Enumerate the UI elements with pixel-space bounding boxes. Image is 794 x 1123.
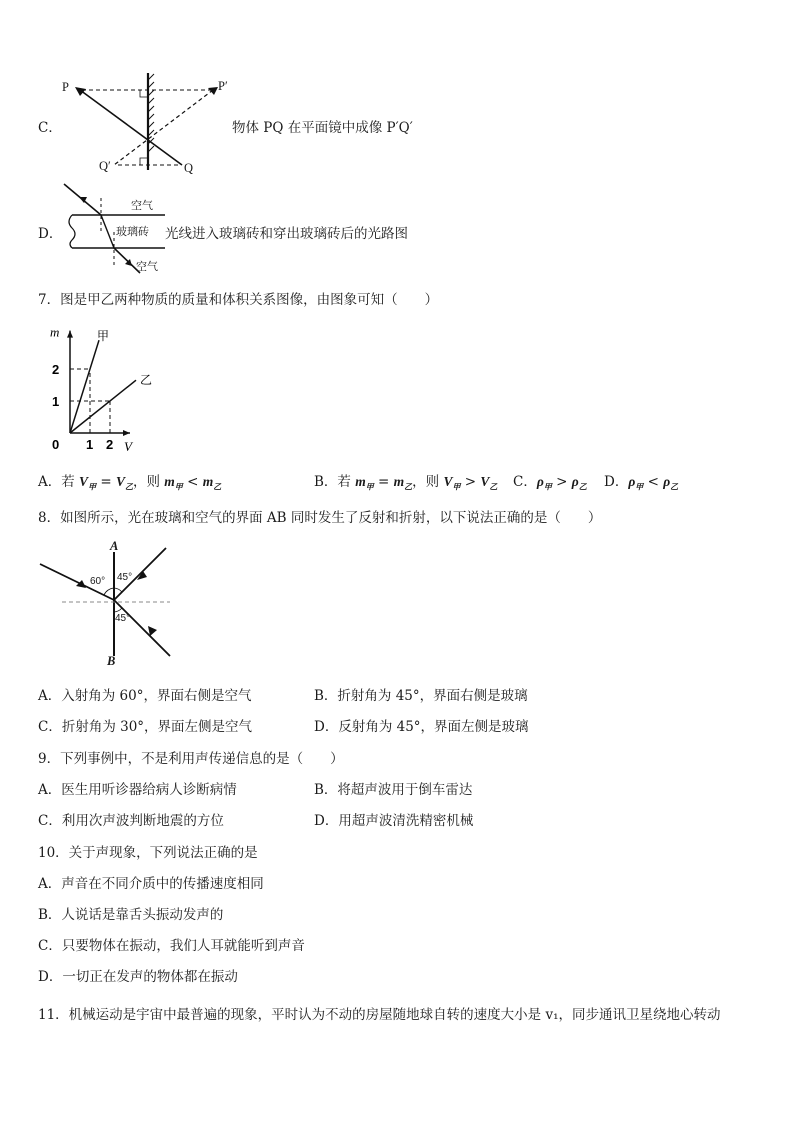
q9-stem: 9．下列事例中，不是利用声传递信息的是（ ） (38, 751, 344, 767)
q7-option-d: D．$\rho_甲 < \rho_乙$ (604, 474, 679, 492)
q10-option-a: A．声音在不同介质中的传播速度相同 (38, 876, 264, 892)
series-label-jia: 甲 (97, 329, 110, 344)
q10-option-c: C．只要物体在振动，我们人耳就能听到声音 (38, 938, 305, 954)
q7-option-c: C．$\rho_甲 > \rho_乙$ (513, 474, 587, 492)
label-angle-45-top: 45° (117, 572, 133, 583)
q6-option-d-letter: D． (38, 226, 63, 242)
q11-stem: 11．机械运动是宇宙中最普遍的现象，平时认为不动的房屋随地球自转的速度大小是 v₁，同步通讯卫星绕地心转动 (38, 1007, 721, 1023)
x-axis-label: V (124, 439, 132, 454)
q9-option-c: C．利用次声波判断地震的方位 (38, 813, 224, 829)
q7-option-a: A．若 $V_甲 = V_乙$，则 $m_甲 < m_乙$ (38, 474, 222, 492)
q8-option-d: D．反射角为 45°，界面左侧是玻璃 (314, 719, 529, 735)
x-tick-label: 1 (86, 437, 94, 452)
label-glass: 玻璃砖 (116, 226, 149, 238)
q9-option-d: D．用超声波清洗精密机械 (314, 813, 474, 829)
q8-option-c: C．折射角为 30°，界面左侧是空气 (38, 719, 253, 735)
label-b: B (107, 654, 116, 668)
label-air-top: 空气 (131, 200, 153, 212)
q9-option-b: B．将超声波用于倒车雷达 (314, 782, 473, 798)
series-label-yi: 乙 (140, 373, 153, 388)
q6-option-d-caption: 光线进入玻璃砖和穿出玻璃砖后的光路图 (165, 226, 408, 242)
q7-option-b: B．若 $m_甲 = m_乙$，则 $V_甲 > V_乙$ (314, 474, 498, 492)
y-tick-label: 2 (52, 362, 60, 377)
label-angle-45-bottom: 45° (115, 613, 131, 624)
y-axis-label: m (50, 324, 60, 340)
label-p-prime: P′ (218, 79, 228, 93)
q9-option-a: A．医生用听诊器给病人诊断病情 (38, 782, 237, 798)
q8-stem: 8．如图所示，光在玻璃和空气的界面 AB 同时发生了反射和折射，以下说法正确的是（ ） (38, 510, 602, 526)
label-p: P (62, 80, 69, 94)
x-tick-label: 2 (106, 437, 114, 452)
q6-option-c-letter: C． (38, 120, 62, 136)
label-angle-60: 60° (90, 576, 106, 587)
q7-stem: 7．图是甲乙两种物质的质量和体积关系图像，由图象可知（ ） (38, 292, 439, 308)
x-tick-label: 0 (52, 437, 60, 452)
q8-option-b: B．折射角为 45°，界面右侧是玻璃 (314, 688, 528, 704)
y-tick-label: 1 (52, 394, 60, 409)
label-q: Q (184, 161, 194, 175)
label-air-bottom: 空气 (136, 261, 158, 273)
q10-option-d: D．一切正在发声的物体都在振动 (38, 969, 238, 985)
q10-stem: 10．关于声现象，下列说法正确的是 (38, 845, 258, 861)
q10-option-b: B．人说话是靠舌头振动发声的 (38, 907, 224, 923)
label-a: A (110, 539, 119, 553)
q6-option-c-caption: 物体 PQ 在平面镜中成像 P′Q′ (232, 120, 413, 136)
label-q-prime: Q′ (99, 159, 111, 173)
q8-option-a: A．入射角为 60°，界面右侧是空气 (38, 688, 252, 704)
